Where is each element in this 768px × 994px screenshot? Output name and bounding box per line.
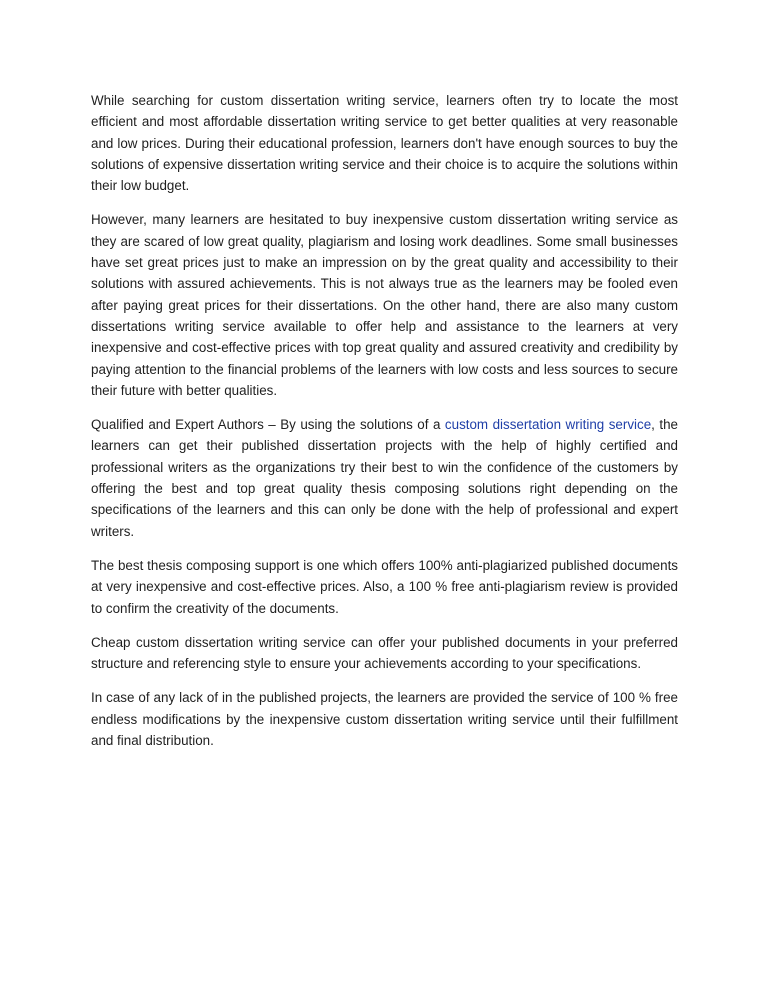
paragraph-modifications: In case of any lack of in the published projects, the learners are provided the service of 100 % free endless modifications by the inexpensive custom dissertation writing service until their fulfillment and final distribution. (91, 690, 678, 749)
paragraph-however: However, many learners are hesitated to buy inexpensive custom dissertation writing service as they are scared of low great quality, plagiarism and losing work deadlines. Some small businesses have set great prices just to make an impression on by the great quality and accessibility to their solutions with assured achievements. This is not always true as the learners may be fooled even after paying great prices for their dissertations. On the other hand, there are also many custom dissertations writing service available to offer help and assistance to the learners at very inexpensive and cost-effective prices with top great quality and assured creativity and credibility by paying attention to the financial problems of the learners with low costs and less sources to secure their future with better qualities. (91, 212, 678, 398)
paragraph-best-thesis-support: The best thesis composing support is one which offers 100% anti-plagiarized published documents at very inexpensive and cost-effective prices. Also, a 100 % free anti-plagiarism review is provided to confirm the creativity of the documents. (91, 557, 678, 616)
qualified-text-before-link: Qualified and Expert Authors – By using the solutions of a (91, 417, 445, 433)
custom-dissertation-writing-service-link[interactable]: custom dissertation writing service (444, 417, 652, 433)
paragraph-intro: While searching for custom dissertation writing service, learners often try to locate the most efficient and most affordable dissertation writing service to get better qualities at very reasonable and low prices. During their educational profession, learners don't have enough sources to buy the solutions of expensive dissertation writing service and their choice is to acquire the solutions within their low budget. (91, 93, 678, 194)
qualified-text-after-link: , the learners can get their published dissertation projects with the help of highly certified and professional writers as the organizations try their best to win the confidence of the customers by offering the best and top great quality thesis composing solutions right depending on the specifications of the learners and this can only be done with the help of professional and expert writers. (91, 417, 678, 539)
document-body (91, 90, 678, 764)
paragraph-qualified-authors (91, 414, 678, 542)
paragraph-cheap-service: Cheap custom dissertation writing service can offer your published documents in your preferred structure and referencing style to ensure your achievements according to your specifications. (91, 634, 678, 672)
